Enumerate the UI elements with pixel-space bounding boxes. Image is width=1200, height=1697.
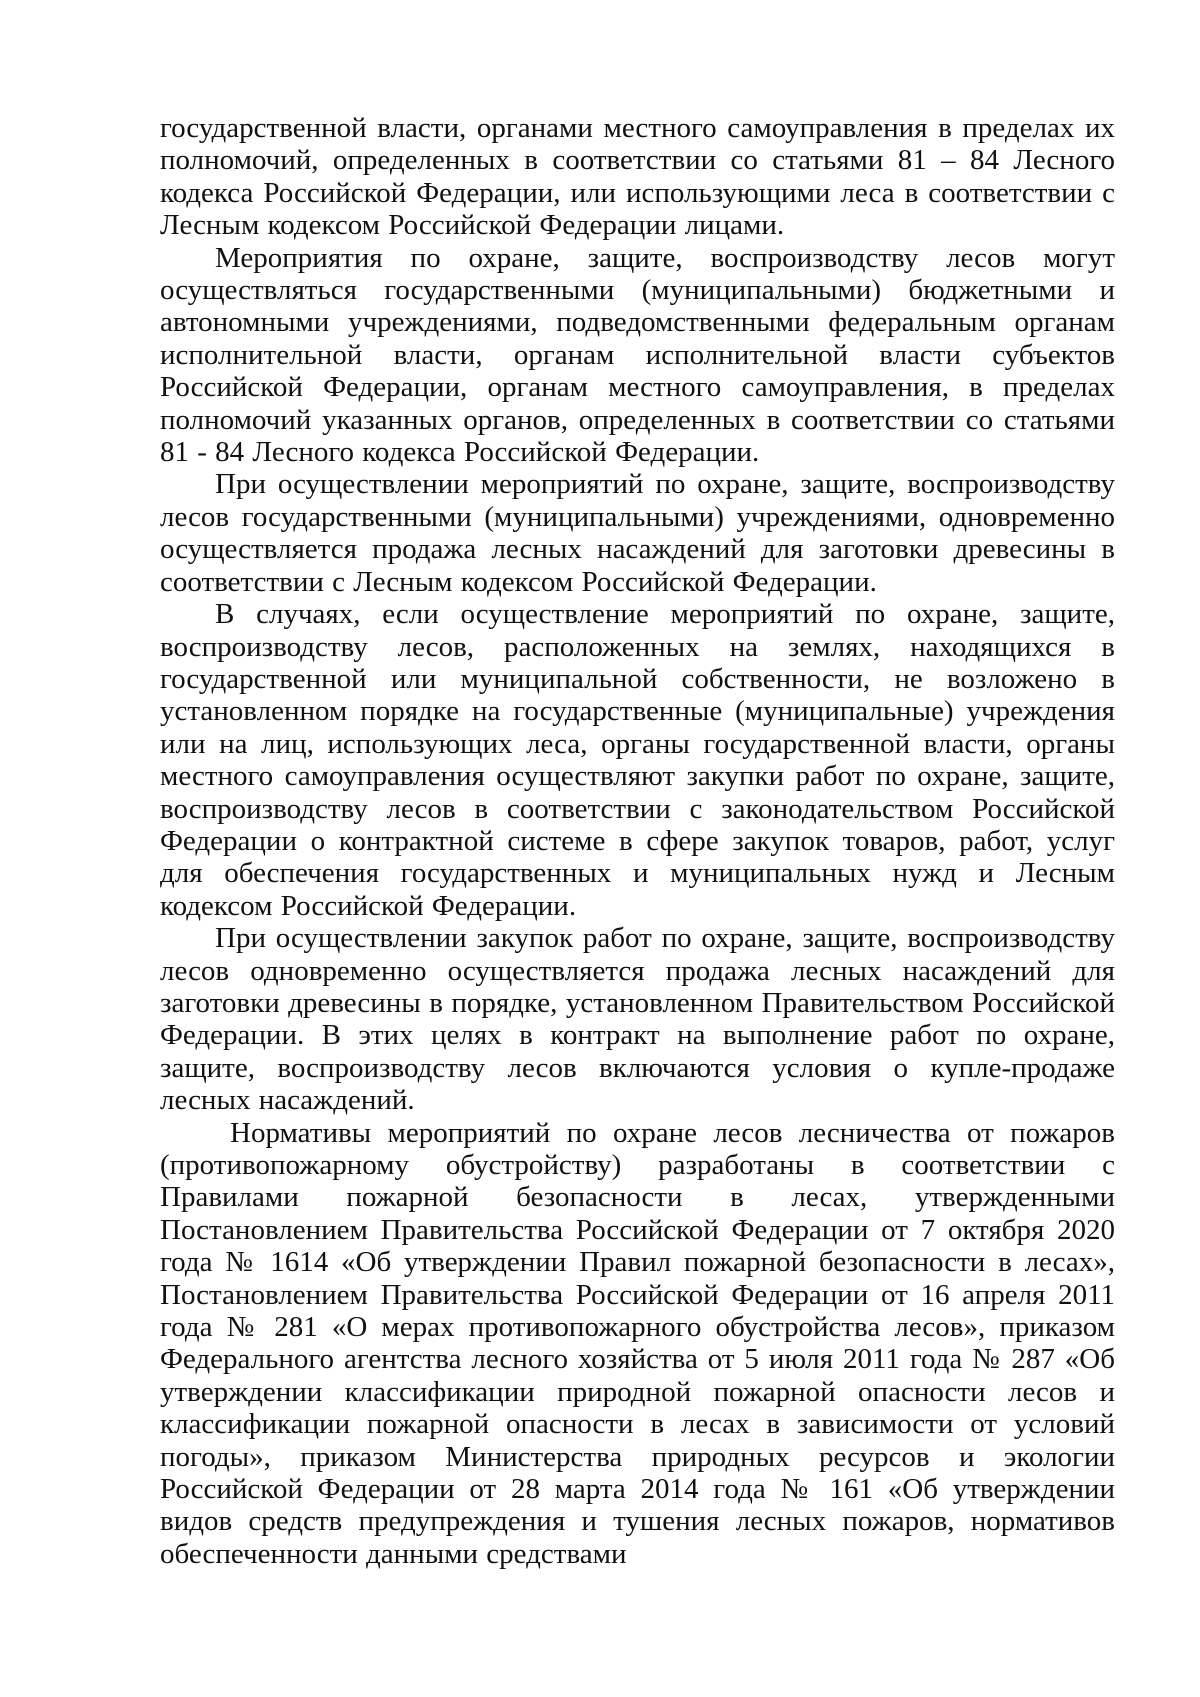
paragraph-procurement-cases: В случаях, если осуществление мероприятий по охране, защите, воспроизводству лесов, расположенных на землях, находящихся в государственной или муниципальной собственности, не возложено в установленном порядке на государственные (муниципальные) учреждения или на лиц, использующих леса, органы государственной власти, органы местного самоуправления осуществляют закупки работ по охране, защите, воспроизводству лесов в соответствии с законодательством Российской Федерации о контрактной системе в сфере закупок товаров, работ, услуг для обеспечения государственных и муниципальных нужд и Лесным кодексом Российской Федерации. — [160, 598, 1115, 922]
document-page — [160, 112, 1115, 1570]
paragraph-fire-standards: Нормативы мероприятий по охране лесов лесничества от пожаров (противопожарному обустройству) разработаны в соответствии с Правилами пожарной безопасности в лесах, утвержденными Постановлением Правительства Российской Федерации от 7 октября 2020 года № 1614 «Об утверждении Правил пожарной безопасности в лесах», Постановлением Правительства Российской Федерации от 16 апреля 2011 года № 281 «О мерах противопожарного обустройства лесов», приказом Федерального агентства лесного хозяйства от 5 июля 2011 года № 287 «Об утверждении классификации природной пожарной опасности лесов и классификации пожарной опасности в лесах в зависимости от условий погоды», приказом Министерства природных ресурсов и экологии Российской Федерации от 28 марта 2014 года № 161 «Об утверждении видов средств предупреждения и тушения лесных пожаров, нормативов обеспеченности данными средствами — [160, 1116, 1115, 1570]
paragraph-institutions: Мероприятия по охране, защите, воспроизводству лесов могут осуществляться государственными (муниципальными) бюджетными и автономными учреждениями, подведомственными федеральным органам исполнительной власти, органам исполнительной власти субъектов Российской Федерации, органам местного самоуправления, в пределах полномочий указанных органов, определенных в соответствии со статьями 81 - 84 Лесного кодекса Российской Федерации. — [160, 241, 1115, 469]
paragraph-authorities-continued: государственной власти, органами местного самоуправления в пределах их полномочий, определенных в соответствии со статьями 81 – 84 Лесного кодекса Российской Федерации, или использующими леса в соответствии с Лесным кодексом Российской Федерации лицами. — [160, 112, 1115, 242]
paragraph-procurement-sale: При осуществлении закупок работ по охране, защите, воспроизводству лесов одновременно осуществляется продажа лесных насаждений для заготовки древесины в порядке, установленном Правительством Российской Федерации. В этих целях в контракт на выполнение работ по охране, защите, воспроизводству лесов включаются условия о купле-продаже лесных насаждений. — [160, 922, 1115, 1117]
paragraph-sale-of-plantings: При осуществлении мероприятий по охране, защите, воспроизводству лесов государственными (муниципальными) учреждениями, одновременно осуществляется продажа лесных насаждений для заготовки древесины в соответствии с Лесным кодексом Российской Федерации. — [160, 468, 1115, 598]
